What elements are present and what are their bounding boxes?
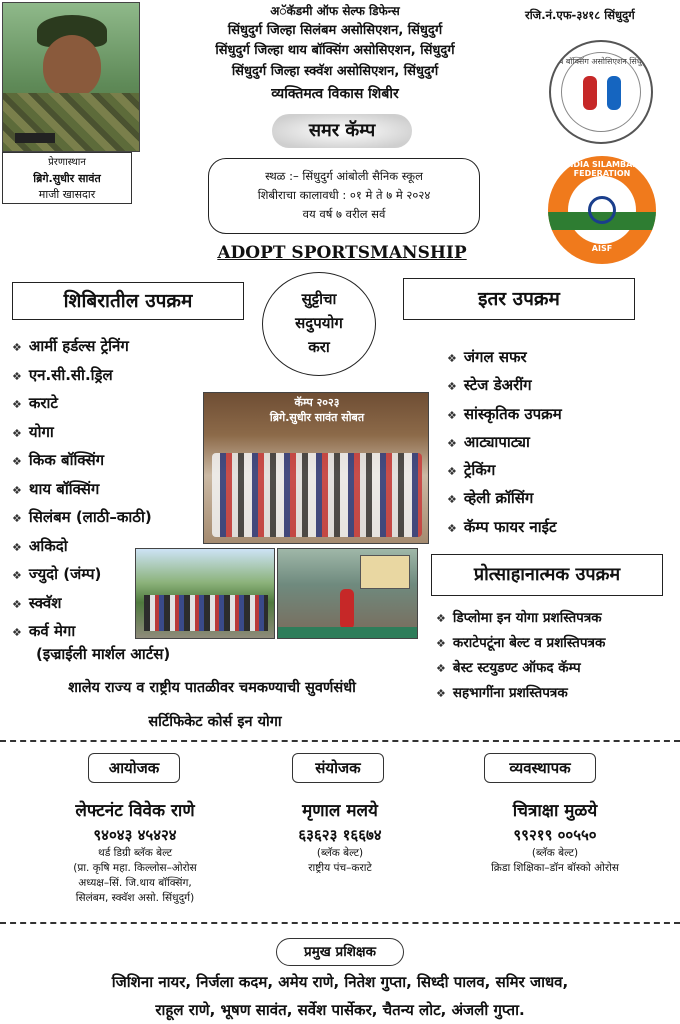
registration-number: रजि.नं.एफ-३४१८ सिंधुदुर्ग — [525, 8, 635, 22]
bullet-icon: ❖ — [12, 398, 22, 411]
bullet-icon: ❖ — [12, 369, 22, 383]
list-item: ❖ किक बॉक्सिंग — [12, 451, 105, 469]
list-item: ❖ बेस्ट स्टयुडण्ट ऑफद कॅम्प — [436, 660, 581, 676]
list-item: ❖ योगा — [12, 422, 54, 441]
bullet-icon: ❖ — [12, 626, 22, 639]
trainers-line-2: राहूल राणे, भूषण सावंत, सर्वेश पार्सेकर, चैतन्य लोट, अंजली गुप्ता. — [155, 1001, 525, 1019]
outdoor-group-photo — [135, 548, 275, 639]
inspiration-box — [2, 152, 132, 204]
bullet-icon: ❖ — [12, 512, 22, 525]
silambam-federation-logo — [548, 156, 656, 264]
role-organizer: आयोजक — [88, 753, 180, 783]
bullet-icon: ❖ — [447, 436, 457, 450]
list-item: ❖ कराटेपटूंना बेल्ट व प्रशस्तिपत्रक — [436, 635, 606, 651]
list-item: ❖ डिप्लोमा इन योगा प्रशस्तिपत्रक — [436, 610, 602, 626]
role-manager: व्यवस्थापक — [484, 753, 596, 783]
venue-box — [208, 158, 480, 234]
list-item: ❖ सहभागींना प्रशस्तिपत्रक — [436, 685, 568, 701]
other-activities-list — [447, 343, 562, 541]
vacation-line-1: सुट्टीचा — [301, 290, 337, 308]
dashed-divider — [0, 740, 680, 742]
age-limit: वय वर्ष ७ वरील सर्व — [302, 207, 386, 221]
camp-period: शिबीराचा कालावधी : ०१ मे ते ७ मे २०२४ — [257, 188, 431, 202]
summer-camp-title: समर कॅम्प — [272, 114, 412, 148]
list-item: ❖ ज्युदो (जंम्प) — [12, 565, 102, 583]
federation-name: INDIA SILAMBAM FEDERATION — [563, 160, 641, 178]
list-item: ❖ आट्यापाट्या — [447, 432, 530, 451]
vacation-line-2: सदुपयोग — [295, 314, 343, 332]
bullet-icon: ❖ — [12, 597, 22, 611]
list-item: ❖ स्टेज डेअरींग — [447, 376, 532, 395]
bullet-icon: ❖ — [12, 483, 22, 497]
venue-text: स्थळ :– सिंधुदुर्ग आंबोली सैनिक स्कूल — [265, 169, 423, 183]
bullet-icon: ❖ — [12, 455, 22, 468]
manager-phone: ९९२१९ ००५५० — [513, 826, 597, 844]
bullet-icon: ❖ — [12, 569, 22, 582]
coordinator-detail: (ब्लॅक बेल्ट) — [316, 847, 364, 859]
manager-detail: क्रिडा शिक्षिका–डॉन बॉस्को ओरोस — [491, 862, 619, 874]
bullet-icon: ❖ — [447, 408, 457, 422]
organizer-detail: (प्रा. कृषि महा. किल्लोस–ओरोस — [73, 862, 197, 874]
camp-activities-list — [12, 332, 152, 646]
bullet-icon: ❖ — [447, 352, 457, 365]
list-item: ❖ आर्मी हर्डल्स ट्रेनिंग — [12, 337, 129, 355]
krav-maga-note: (इज्राईली मार्शल आर्टस) — [36, 645, 171, 663]
photo-caption-line-1: कॅम्प २०२३ — [294, 396, 340, 409]
list-item: ❖ कॅम्प फायर नाईट — [447, 517, 557, 536]
list-item: ❖ सिलंबम (लाठी–काठी) — [12, 508, 152, 526]
indoor-training-photo — [277, 548, 418, 639]
list-item: ❖ सांस्कृतिक उपक्रम — [447, 404, 562, 423]
inspiration-name: ब्रिगे.सुधीर सावंत — [33, 172, 101, 185]
vacation-line-3: करा — [308, 338, 330, 356]
organizer-phone: ९४०४३ ४५४२४ — [93, 826, 177, 844]
golden-opportunity-text: शालेय राज्य व राष्ट्रीय पातळीवर चमकण्याची सुवर्णसंधी — [68, 680, 356, 696]
header-line-4: सिंधुदुर्ग जिल्हा स्क्वॅश असोसिएशन, सिंधुदुर्ग — [231, 64, 439, 79]
certificate-course-text: सर्टिफिकेट कोर्स इन योगा — [148, 714, 282, 730]
list-item: ❖ व्हेली क्रॉसिंग — [447, 489, 534, 508]
photo-caption-line-2: ब्रिगे.सुधीर सावंत सोबत — [269, 411, 365, 424]
list-item: ❖ कर्व मेगा — [12, 622, 76, 640]
tagline: ADOPT SPORTSMANSHIP — [217, 243, 467, 263]
thai-boxing-logo — [549, 40, 653, 144]
other-activities-title: इतर उपक्रम — [403, 278, 635, 320]
brigadier-photo — [2, 2, 140, 152]
bullet-icon: ❖ — [447, 521, 457, 535]
organizer-name: लेफ्टनंट विवेक राणे — [75, 801, 195, 821]
bullet-icon: ❖ — [12, 341, 22, 354]
inspiration-label: प्रेरणास्थान — [48, 157, 86, 168]
inspiration-title: माजी खासदार — [38, 188, 96, 201]
header-line-3: सिंधुदुर्ग जिल्हा थाय बॉक्सिंग असोसिएशन, सिंधुदुर्ग — [215, 43, 455, 58]
bullet-icon: ❖ — [12, 426, 22, 440]
list-item: ❖ जंगल सफर — [447, 348, 527, 366]
bullet-icon: ❖ — [436, 612, 446, 625]
organizer-detail: सिलंबम, स्क्वॅश असो. सिंधुदुर्ग) — [75, 892, 195, 904]
bullet-icon: ❖ — [447, 465, 457, 479]
encouragement-list — [436, 606, 605, 706]
bullet-icon: ❖ — [447, 380, 457, 394]
camp-activities-title: शिबिरातील उपक्रम — [12, 282, 244, 320]
bullet-icon: ❖ — [436, 687, 446, 700]
organizer-detail: अध्यक्ष–सिं. जि.थाय बॉक्सिंग, — [78, 877, 192, 889]
encouragement-title: प्रोत्साहानात्मक उपक्रम — [431, 554, 663, 596]
trainers-line-1: जिशिना नायर, निर्जला कदम, अमेय राणे, नितेश गुप्ता, सिध्दी पालव, समिर जाधव, — [111, 973, 569, 991]
bullet-icon: ❖ — [447, 493, 457, 507]
bullet-icon: ❖ — [436, 662, 446, 675]
thai-boxing-logo-text: थाय बॉक्सिंग असोसिएशन सिंधुदुर्ग — [551, 57, 651, 66]
coordinator-detail: राष्ट्रीय पंच–कराटे — [308, 862, 372, 874]
list-item: ❖ एन.सी.सी.ड्रिल — [12, 365, 113, 384]
trainers-title: प्रमुख प्रशिक्षक — [276, 938, 404, 966]
organizer-column — [20, 798, 250, 906]
manager-name: चित्राक्षा मुळये — [512, 801, 598, 821]
vacation-use-circle — [262, 272, 376, 376]
dashed-divider — [0, 922, 680, 924]
federation-short: AISF — [591, 244, 613, 253]
coordinator-column — [250, 798, 430, 876]
header-line-5: व्यक्तिमत्व विकास शिबीर — [271, 86, 399, 102]
manager-column — [440, 798, 670, 876]
list-item: ❖ कराटे — [12, 394, 58, 412]
list-item: ❖ अकिदो — [12, 536, 68, 555]
coordinator-name: मृणाल मलये — [302, 801, 378, 821]
camp-2023-photo — [203, 392, 429, 544]
bullet-icon: ❖ — [436, 637, 446, 650]
coordinator-phone: ६३६२३ १६६७४ — [298, 826, 382, 844]
bullet-icon: ❖ — [12, 540, 22, 554]
header-line-1: अॅकॅडमी ऑफ सेल्फ डिफेन्स — [270, 4, 400, 18]
organizer-detail: थर्ड डिग्री ब्लॅक बेल्ट — [97, 847, 172, 859]
list-item: ❖ थाय बॉक्सिंग — [12, 479, 100, 498]
role-coordinator: संयोजक — [292, 753, 384, 783]
manager-detail: (ब्लॅक बेल्ट) — [531, 847, 579, 859]
list-item: ❖ स्क्वॅश — [12, 593, 62, 612]
list-item: ❖ ट्रेकिंग — [447, 461, 496, 480]
header-line-2: सिंधुदुर्ग जिल्हा सिलंबम असोसिएशन, सिंधुदुर्ग — [227, 23, 443, 38]
